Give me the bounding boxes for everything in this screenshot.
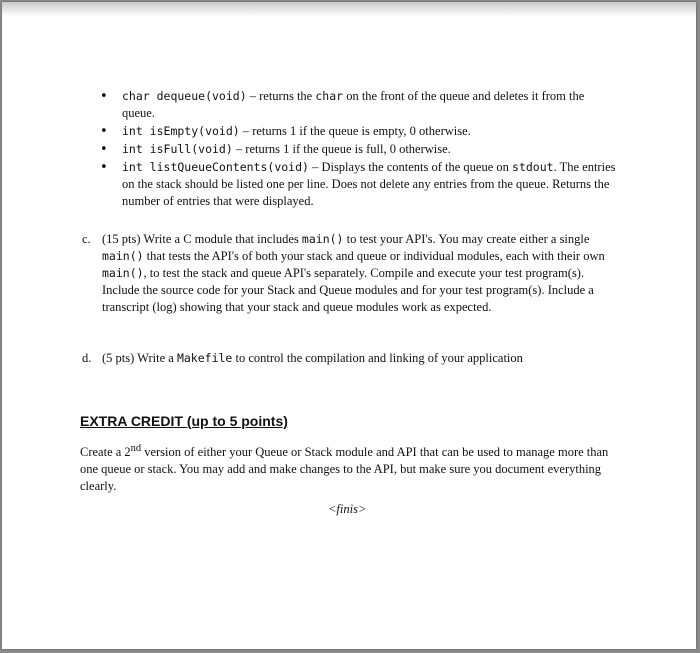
text-run: , to test the stack and queue API's separately. Compile and execute your test program(s). Include the source code for your Stack and Queue modules and for your test program(s). Include a transcript (log) showing that your stack and queue modules work as expected. [102, 266, 594, 314]
item-text [82, 350, 612, 367]
scan-shadow [2, 2, 696, 16]
bullet-dot-icon: • [100, 142, 108, 157]
item-text [82, 231, 612, 316]
bullet-text: on the front of the queue and deletes it from the queue. [122, 89, 585, 120]
text-run: to test your API's. You may create either a single [343, 232, 590, 246]
code-inline: main() [102, 266, 144, 280]
code-inline: char [315, 89, 344, 103]
code-inline: main() [301, 232, 344, 246]
finis-mark: <finis> [328, 502, 367, 516]
bullet-isfull [100, 141, 620, 158]
bullet-text: – returns the [246, 89, 316, 103]
text-run: (5 pts) Write a [102, 351, 177, 365]
item-label: c. [82, 232, 91, 246]
extra-credit-text [80, 440, 610, 495]
bullet-dequeue [100, 88, 620, 122]
extra-credit-heading: EXTRA CREDIT (up to 5 points) [80, 413, 288, 429]
document-page [2, 2, 696, 649]
text-run: that tests the API's of both your stack and queue or individual modules, each with their own [143, 249, 605, 263]
api-bullet-list [100, 88, 620, 211]
bullet-dot-icon: • [100, 124, 108, 139]
text-run: version of either your Queue or Stack module and API that can be used to manage more than one queue or stack. You may add and make changes to the API, but make sure you document everything clearly. [80, 445, 609, 494]
item-label: d. [82, 351, 92, 365]
code-signature: int isEmpty(void) [122, 124, 240, 138]
code-signature: int listQueueContents(void) [122, 160, 309, 174]
text-run: Create a 2 [80, 445, 131, 460]
bullet-isempty [100, 123, 620, 140]
code-signature: int isFull(void) [122, 142, 233, 156]
bullet-dot-icon: • [100, 160, 108, 175]
bullet-text: . The entries on the stack should be listed one per line. Does not delete any entries from the queue. Returns the number of entries that were displayed. [122, 160, 616, 208]
code-inline: main() [102, 249, 144, 263]
text-run: (15 pts) Write a C module that includes [102, 232, 302, 246]
bullet-text: – returns 1 if the queue is empty, 0 otherwise. [239, 124, 471, 138]
bullet-listqueuecontents [100, 159, 620, 210]
bullet-text: – Displays the contents of the queue on [308, 160, 513, 174]
item-d [82, 350, 612, 367]
item-c [82, 231, 612, 316]
superscript: nd [130, 443, 142, 454]
bullet-dot-icon: • [100, 89, 108, 104]
bullet-text: – returns 1 if the queue is full, 0 otherwise. [232, 142, 451, 156]
text-run: to control the compilation and linking of your application [232, 351, 523, 365]
code-inline: Makefile [176, 351, 233, 365]
code-inline: stdout [512, 160, 554, 174]
code-signature: char dequeue(void) [122, 89, 247, 103]
